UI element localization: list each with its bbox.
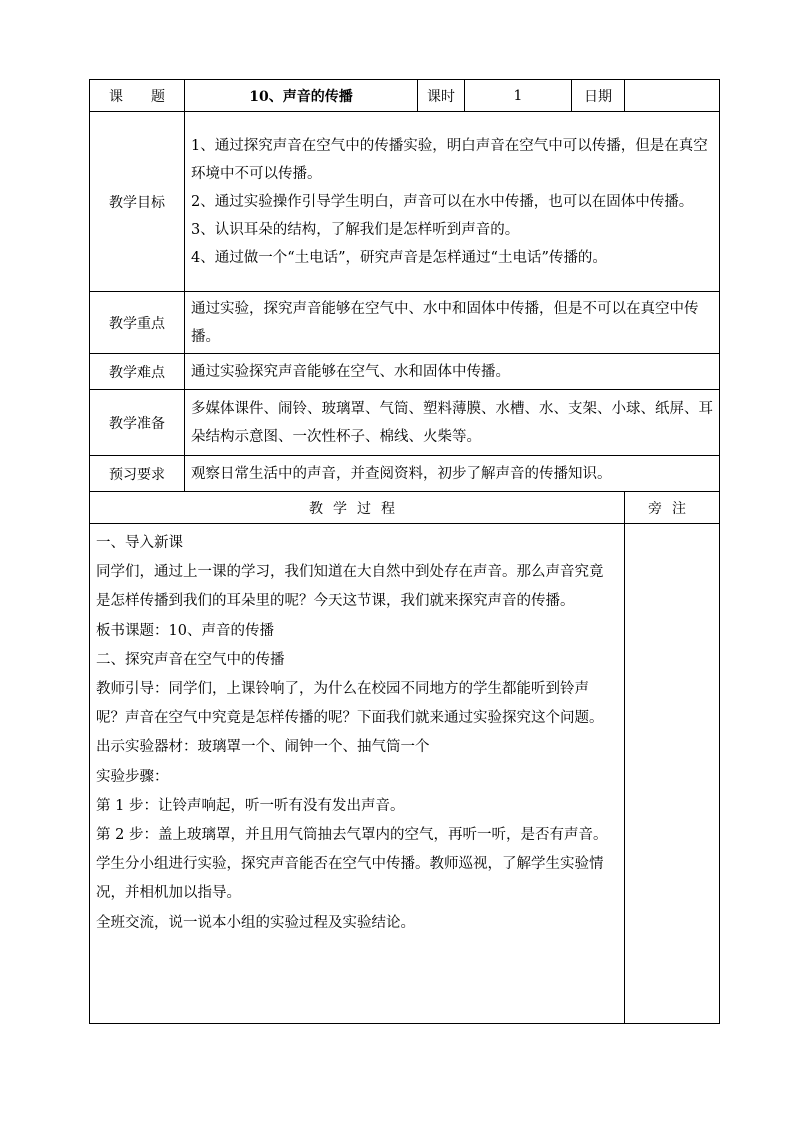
process-body-row	[90, 524, 720, 1024]
goal-item-4: 4、通过做一个“土电话”，研究声音是怎样通过“土电话”传播的。	[191, 250, 607, 266]
preview-row	[90, 456, 720, 492]
preparation-content: 多媒体课件、闹铃、玻璃罩、气筒、塑料薄膜、水槽、水、支架、小球、纸屏、耳朵结构示意图、一次性杯子、棉线、火柴等。	[185, 390, 720, 456]
notes-heading: 旁注	[625, 492, 720, 524]
difficulty-label: 教学难点	[90, 354, 185, 390]
difficulty-row	[90, 354, 720, 390]
goal-item-2: 2、通过实验操作引导学生明白，声音可以在水中传播，也可以在固体中传播。	[191, 194, 694, 210]
process-paragraph: 全班交流，说一说本小组的实验过程及实验结论。	[96, 914, 415, 931]
goal-item-3: 3、认识耳朵的结构，了解我们是怎样听到声音的。	[191, 222, 520, 238]
process-paragraph: 教师引导：同学们，上课铃响了，为什么在校园不同地方的学生都能听到铃声呢？声音在空气中究竟是怎样传播的呢？下面我们就来通过实验探究这个问题。	[96, 681, 604, 727]
preparation-label: 教学准备	[90, 390, 185, 456]
notes-content	[625, 524, 720, 1024]
process-header-row	[90, 492, 720, 524]
lesson-plan-table	[89, 79, 720, 1024]
process-heading: 教学过程	[90, 492, 625, 524]
goal-item-1: 1、通过探究声音在空气中的传播实验，明白声音在空气中可以传播，但是在真空环境中不可以传播。	[191, 138, 708, 182]
difficulty-content: 通过实验探究声音能够在空气、水和固体中传播。	[185, 354, 720, 390]
topic-label: 课 题	[90, 80, 185, 112]
goals-label: 教学目标	[90, 112, 185, 292]
preview-label: 预习要求	[90, 456, 185, 492]
goals-row	[90, 112, 720, 292]
period-label: 课时	[418, 80, 465, 112]
process-paragraph: 出示实验器材：玻璃罩一个、闹钟一个、抽气筒一个	[96, 739, 430, 756]
focus-row	[90, 292, 720, 354]
preparation-row	[90, 390, 720, 456]
period-value: 1	[465, 80, 572, 112]
process-paragraph: 学生分小组进行实验，探究声音能否在空气中传播。教师巡视，了解学生实验情况，并相机加以指导。	[96, 856, 604, 902]
process-paragraph: 第 2 步：盖上玻璃罩，并且用气筒抽去气罩内的空气，再听一听，是否有声音。	[96, 827, 608, 844]
date-label: 日期	[572, 80, 625, 112]
lesson-plan-sheet	[89, 79, 719, 1024]
process-content	[90, 524, 625, 1024]
process-paragraph: 二、探究声音在空气中的传播	[96, 651, 285, 668]
goals-content	[185, 112, 720, 292]
header-row	[90, 80, 720, 112]
process-paragraph: 实验步骤：	[96, 768, 169, 785]
preview-content: 观察日常生活中的声音，并查阅资料，初步了解声音的传播知识。	[185, 456, 720, 492]
focus-label: 教学重点	[90, 292, 185, 354]
process-paragraph: 同学们，通过上一课的学习，我们知道在大自然中到处存在声音。那么声音究竟是怎样传播到我们的耳朵里的呢？今天这节课，我们就来探究声音的传播。	[96, 564, 604, 610]
process-paragraph: 一、导入新课	[96, 535, 183, 551]
date-value	[625, 80, 720, 112]
focus-content: 通过实验，探究声音能够在空气中、水中和固体中传播，但是不可以在真空中传播。	[185, 292, 720, 354]
process-paragraph: 板书课题：10、声音的传播	[96, 622, 274, 639]
process-paragraph: 第 1 步：让铃声响起，听一听有没有发出声音。	[96, 797, 405, 814]
lesson-title: 10、声音的传播	[185, 80, 418, 112]
